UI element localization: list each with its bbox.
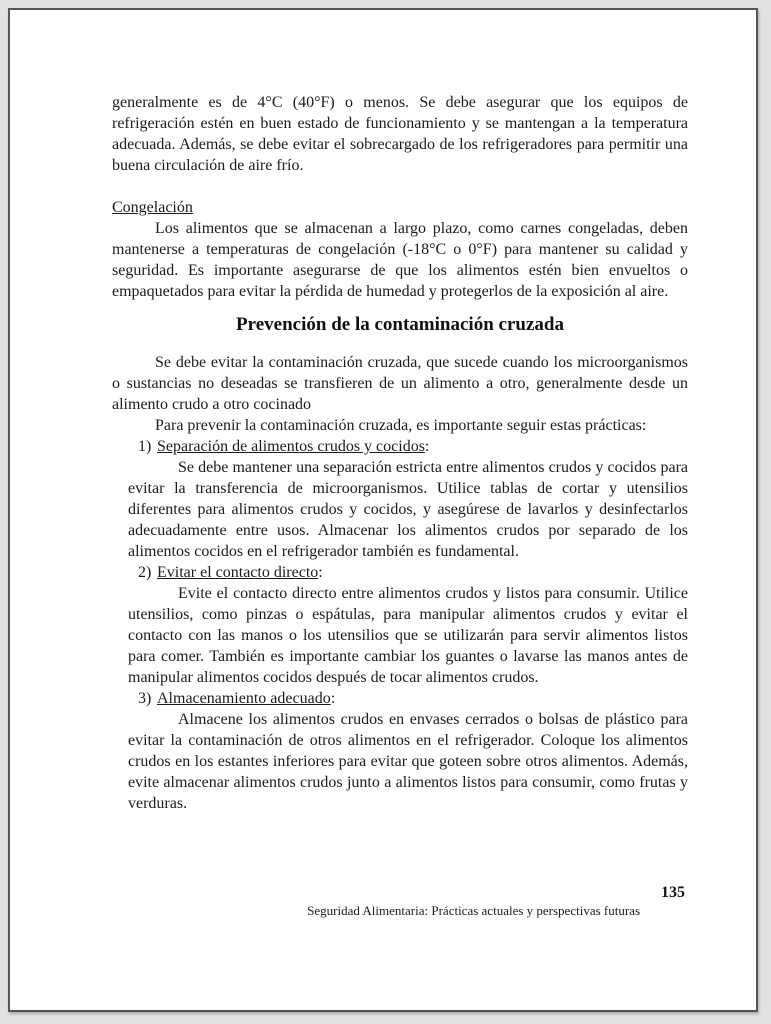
list-item-body: Se debe mantener una separación estricta entre alimentos crudos y cocidos para evitar la transferencia de microorganismos. Utilice tablas de cortar y utensilios diferentes para alimentos crudos y cocidos, y asegúrese de lavarlos y desinfectarlos adecuadamente entre usos. Almacenar los alimentos crudos por separado de los alimentos cocidos en el refrigerador también es fundamental. <box>128 459 688 560</box>
list-item-body: Evite el contacto directo entre alimentos crudos y listos para consumir. Utilice utensilios, como pinzas o espátulas, para manipular alimentos crudos y evitar el contacto con las manos o los utensilios que se utilizarán para servir alimentos listos para comer. También es importante cambiar los guantes o lavarse las manos antes de manipular alimentos cocidos después de tocar alimentos crudos. <box>128 585 688 686</box>
list-item-colon: : <box>424 438 430 455</box>
main-heading: Prevención de la contaminación cruzada <box>236 314 564 335</box>
practices-intro-paragraph: Para prevenir la contaminación cruzada, es importante seguir estas prácticas: <box>155 417 647 434</box>
practices-list <box>128 436 688 814</box>
list-item-colon: : <box>330 690 336 707</box>
page-body <box>112 92 688 814</box>
list-item-number: 3) <box>138 690 152 707</box>
list-item-title: Almacenamiento adecuado <box>157 690 331 707</box>
footer-running-title: Seguridad Alimentaria: Prácticas actuales y perspectivas futuras <box>307 903 640 918</box>
list-item <box>128 688 688 814</box>
list-item <box>128 436 688 562</box>
list-item-head <box>128 688 688 709</box>
list-item-number: 2) <box>138 564 152 581</box>
list-item-head <box>128 562 688 583</box>
list-item-colon: : <box>318 564 323 581</box>
freezing-section-paragraph: Los alimentos que se almacenan a largo plazo, como carnes congeladas, deben mantenerse a temperaturas de congelación (-18°C o 0°F) para mantener su calidad y seguridad. Es importante asegurarse de que los alimentos estén bien envueltos o empaquetados para evitar la pérdida de humedad y protegerlos de la exposición al aire. <box>112 220 688 300</box>
list-item <box>128 562 688 688</box>
list-item-title: Separación de alimentos crudos y cocidos <box>157 438 425 455</box>
intro-paragraph: generalmente es de 4°C (40°F) o menos. Se debe asegurar que los equipos de refrigeración estén en buen estado de funcionamiento y se mantengan a la temperatura adecuada. Además, se debe evitar el sobrecargado de los refrigeradores para permitir una buena circulación de aire frío. <box>112 94 688 174</box>
page-number: 135 <box>661 884 685 901</box>
list-item-body: Almacene los alimentos crudos en envases cerrados o bolsas de plástico para evitar la contaminación de otros alimentos en el refrigerador. Coloque los alimentos crudos en los estantes inferiores para evitar que goteen sobre otros alimentos. Además, evite almacenar alimentos crudos junto a alimentos listos para consumir, como frutas y verduras. <box>128 711 688 812</box>
cross-contamination-paragraph: Se debe evitar la contaminación cruzada, que sucede cuando los microorganismos o sustancias no deseadas se transfieren de un alimento a otro, generalmente desde un alimento crudo a otro cocinado <box>112 354 688 413</box>
list-item-number: 1) <box>138 438 152 455</box>
list-item-head <box>128 436 688 457</box>
freezing-section-heading: Congelación <box>112 199 193 216</box>
book-page <box>8 8 758 1012</box>
list-item-title: Evitar el contacto directo <box>157 564 319 581</box>
